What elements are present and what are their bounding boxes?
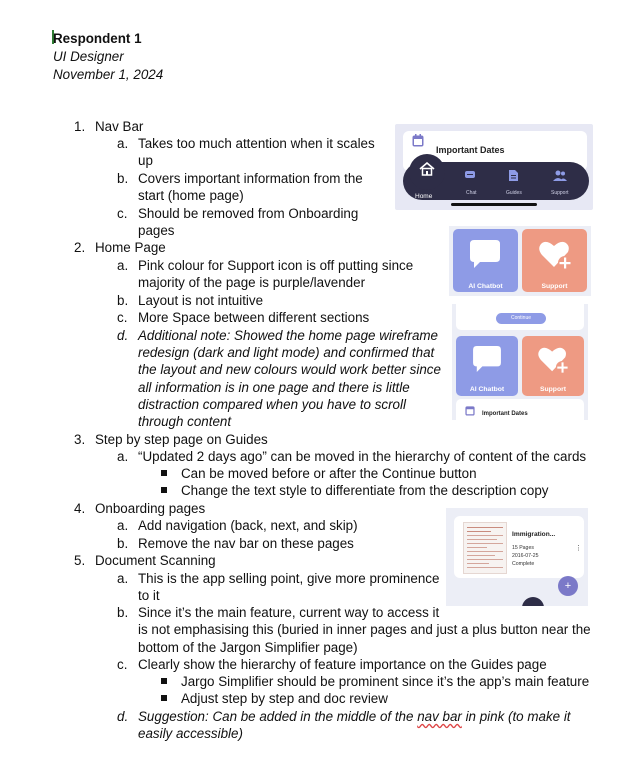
- item-marker: c.: [117, 206, 128, 221]
- section-number: 2.: [74, 240, 86, 255]
- item-marker: d.: [117, 709, 129, 724]
- ai-chatbot-tile[interactable]: [456, 336, 518, 396]
- section-number: 1.: [74, 119, 86, 134]
- item-text: This is the app selling point, give more prominence: [138, 571, 440, 586]
- tile-label: Support: [539, 386, 567, 393]
- suggestion-text: easily accessible): [138, 726, 243, 741]
- ai-chatbot-tile[interactable]: [453, 229, 518, 292]
- chat-bubble-icon: [473, 346, 501, 372]
- section-title-step-by-step: Step by step page on Guides: [95, 432, 268, 447]
- note-text: distraction compared when you have to scroll: [138, 397, 406, 412]
- item-text: bottom of the Jargon Simplifier page): [138, 640, 358, 655]
- bullet-text: Can be moved before or after the Continue button: [181, 466, 477, 481]
- item-text: is not emphasising this (buried in inner pages and just a plus button near the: [138, 622, 591, 637]
- item-marker: b.: [117, 605, 129, 620]
- bottom-nav-bar: [403, 162, 589, 200]
- item-text: “Updated 2 days ago” can be moved in the hierarchy of content of the cards: [138, 449, 587, 464]
- tab-home[interactable]: Home: [415, 193, 433, 200]
- item-marker: b.: [117, 171, 129, 186]
- guides-icon: [509, 170, 518, 181]
- more-options-icon[interactable]: ⋮: [575, 545, 582, 552]
- section-number: 4.: [74, 501, 86, 516]
- item-marker: c.: [117, 310, 128, 325]
- tile-label: AI Chatbot: [468, 283, 503, 290]
- item-text: start (home page): [138, 188, 244, 203]
- item-marker: a.: [117, 518, 129, 533]
- item-text: More Space between different sections: [138, 310, 370, 325]
- document-title: Immigration...: [512, 531, 556, 538]
- respondent-role: UI Designer: [53, 49, 124, 64]
- item-marker: a.: [117, 449, 129, 464]
- tab-chat[interactable]: Chat: [466, 190, 477, 196]
- section-title-home-page: Home Page: [95, 240, 166, 255]
- item-text: Takes too much attention when it scales: [138, 136, 375, 151]
- important-dates-card: [456, 399, 584, 420]
- spellcheck-underlined-text[interactable]: nav bar: [417, 709, 462, 724]
- document-screenshot: [446, 508, 588, 606]
- note-text: Additional note: Showed the home page wireframe: [138, 328, 438, 343]
- section-title-nav-bar: Nav Bar: [95, 119, 144, 134]
- item-text: Add navigation (back, next, and skip): [138, 518, 358, 533]
- tab-guides[interactable]: Guides: [506, 190, 522, 196]
- section-number: 5.: [74, 553, 86, 568]
- document-card[interactable]: [454, 516, 584, 578]
- bullet-text: Adjust step by step and doc review: [181, 691, 388, 706]
- tile-label: Support: [541, 283, 568, 290]
- bullet-text: Jargo Simplifier should be prominent since it’s the app’s main feature: [181, 674, 590, 689]
- suggestion-line: [138, 708, 571, 725]
- item-text: majority of the page is purple/lavender: [138, 275, 366, 290]
- tab-support[interactable]: Support: [551, 190, 569, 196]
- item-text: Layout is not intuitive: [138, 293, 264, 308]
- home-tiles-screenshot: [449, 226, 591, 296]
- calendar-icon: [412, 134, 424, 147]
- home-icon: [419, 162, 435, 176]
- note-text: through content: [138, 414, 232, 429]
- home-redesign-screenshot: [452, 304, 588, 420]
- interview-date: November 1, 2024: [53, 67, 164, 82]
- scan-nav-button[interactable]: [522, 597, 544, 606]
- nav-bar-screenshot: [395, 124, 593, 210]
- item-marker: a.: [117, 136, 129, 151]
- item-text: pages: [138, 223, 175, 238]
- form-lines-icon: [464, 523, 506, 573]
- bullet-text: Change the text style to differentiate from the description copy: [181, 483, 549, 498]
- section-number: 3.: [74, 432, 86, 447]
- bullet-square-icon: [161, 695, 167, 701]
- item-marker: c.: [117, 657, 128, 672]
- section-title-document-scanning: Document Scanning: [95, 553, 216, 568]
- bullet-square-icon: [161, 678, 167, 684]
- heart-plus-icon: [539, 239, 573, 271]
- card-title: Important Dates: [436, 145, 505, 155]
- item-text: to it: [138, 588, 160, 603]
- item-text: up: [138, 153, 153, 168]
- home-indicator: [451, 203, 537, 206]
- note-text: the layout and new colours would work better since: [138, 362, 441, 377]
- guide-card: [456, 304, 584, 330]
- support-people-icon: [553, 170, 567, 181]
- document-thumbnail: [463, 522, 507, 574]
- calendar-icon: [465, 405, 475, 416]
- continue-button[interactable]: Continue: [496, 313, 546, 324]
- support-tile[interactable]: [522, 229, 587, 292]
- suggestion-text: in pink (to make it: [461, 709, 571, 724]
- note-text: all information is in one page and there is little: [138, 380, 410, 395]
- respondent-heading: Respondent 1: [53, 31, 142, 46]
- item-text: Remove the nav bar on these pages: [138, 536, 354, 551]
- document-status: Complete: [512, 561, 535, 567]
- item-text: Pink colour for Support icon is off putting since: [138, 258, 414, 273]
- note-text: redesign (dark and light mode) and confirmed that: [138, 345, 435, 360]
- suggestion-text: Suggestion: Can be added in the middle of the: [138, 709, 414, 724]
- tile-label: AI Chatbot: [469, 386, 505, 393]
- bullet-square-icon: [161, 487, 167, 493]
- item-text: Should be removed from Onboarding: [138, 206, 359, 221]
- bullet-square-icon: [161, 470, 167, 476]
- document-date: 2016-07-25: [512, 553, 539, 559]
- section-title-onboarding: Onboarding pages: [95, 501, 206, 516]
- chat-icon: [465, 171, 475, 180]
- nav-home-bubble[interactable]: [409, 154, 445, 190]
- document-pages: 15 Pages: [512, 545, 534, 551]
- item-marker: a.: [117, 571, 129, 586]
- chat-bubble-icon: [470, 240, 500, 268]
- card-title: Important Dates: [482, 411, 528, 417]
- item-marker: d.: [117, 328, 129, 343]
- add-document-button[interactable]: +: [558, 576, 578, 596]
- item-marker: b.: [117, 293, 129, 308]
- item-text: Since it’s the main feature, current way to access it: [138, 605, 440, 620]
- item-marker: a.: [117, 258, 129, 273]
- support-tile[interactable]: [522, 336, 584, 396]
- heart-plus-icon: [538, 345, 570, 375]
- item-text: Covers important information from the: [138, 171, 363, 186]
- item-text: Clearly show the hierarchy of feature importance on the Guides page: [138, 657, 547, 672]
- item-marker: b.: [117, 536, 129, 551]
